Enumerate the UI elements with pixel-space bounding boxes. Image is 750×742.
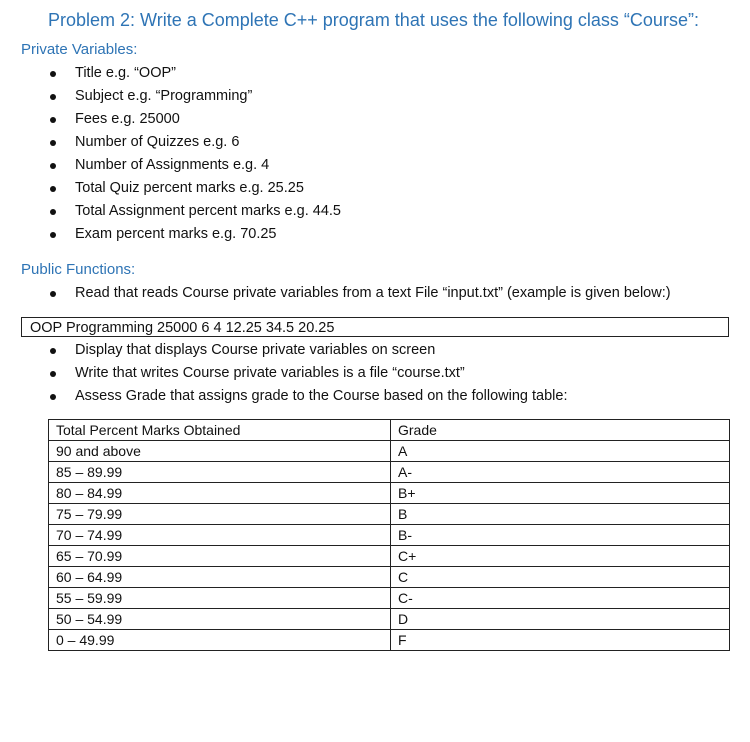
public-functions-list [0,339,568,408]
table-cell-marks: 60 – 64.99 [49,567,391,588]
table-cell-marks: 85 – 89.99 [49,462,391,483]
table-row [49,462,730,483]
list-item: Display that displays Course private variables on screen [0,339,568,362]
table-cell-marks: 0 – 49.99 [49,630,391,651]
list-item: Write that writes Course private variables is a file “course.txt” [0,362,568,385]
bullet-icon [50,186,56,192]
list-item: Number of Assignments e.g. 4 [0,154,341,177]
table-row [49,567,730,588]
bullet-icon [50,140,56,146]
table-row [49,546,730,567]
list-item: Fees e.g. 25000 [0,108,341,131]
bullet-icon [50,163,56,169]
problem-title: Problem 2: Write a Complete C++ program that uses the following class “Course”: [48,10,699,30]
table-cell-grade: B [391,504,730,525]
table-cell-grade: D [391,609,730,630]
read-function-list [0,282,671,305]
bullet-icon [50,371,56,377]
table-cell-grade: A [391,441,730,462]
table-cell-grade: C+ [391,546,730,567]
private-variables-list [0,62,341,246]
table-row [49,630,730,651]
table-cell-grade: C [391,567,730,588]
table-cell-marks: 75 – 79.99 [49,504,391,525]
list-item: Subject e.g. “Programming” [0,85,341,108]
list-item: Exam percent marks e.g. 70.25 [0,223,341,246]
table-cell-grade: C- [391,588,730,609]
list-item: Number of Quizzes e.g. 6 [0,131,341,154]
example-input-file-box: OOP Programming 25000 6 4 12.25 34.5 20.25 [21,317,729,337]
bullet-icon [50,232,56,238]
bullet-icon [50,291,56,297]
table-cell-marks: 55 – 59.99 [49,588,391,609]
table-row [49,504,730,525]
table-row [49,483,730,504]
table-row [49,609,730,630]
table-cell-marks: 90 and above [49,441,391,462]
list-item: Total Quiz percent marks e.g. 25.25 [0,177,341,200]
table-cell-marks: 80 – 84.99 [49,483,391,504]
table-cell-marks: 70 – 74.99 [49,525,391,546]
table-cell-grade: B- [391,525,730,546]
table-row [49,588,730,609]
table-cell-grade: F [391,630,730,651]
list-item: Title e.g. “OOP” [0,62,341,85]
bullet-icon [50,209,56,215]
table-cell-grade: A- [391,462,730,483]
bullet-icon [50,394,56,400]
list-item: Total Assignment percent marks e.g. 44.5 [0,200,341,223]
list-item: Read that reads Course private variables from a text File “input.txt” (example is given below:) [0,282,671,305]
table-header-grade: Grade [391,420,730,441]
table-cell-marks: 65 – 70.99 [49,546,391,567]
table-cell-grade: B+ [391,483,730,504]
bullet-icon [50,94,56,100]
private-variables-heading: Private Variables: [21,41,138,58]
table-cell-marks: 50 – 54.99 [49,609,391,630]
bullet-icon [50,117,56,123]
table-row [49,525,730,546]
bullet-icon [50,71,56,77]
table-header-row [49,420,730,441]
list-item: Assess Grade that assigns grade to the Course based on the following table: [0,385,568,408]
table-header-marks: Total Percent Marks Obtained [49,420,391,441]
grade-table [48,419,730,651]
table-row [49,441,730,462]
bullet-icon [50,348,56,354]
public-functions-heading: Public Functions: [21,261,136,278]
